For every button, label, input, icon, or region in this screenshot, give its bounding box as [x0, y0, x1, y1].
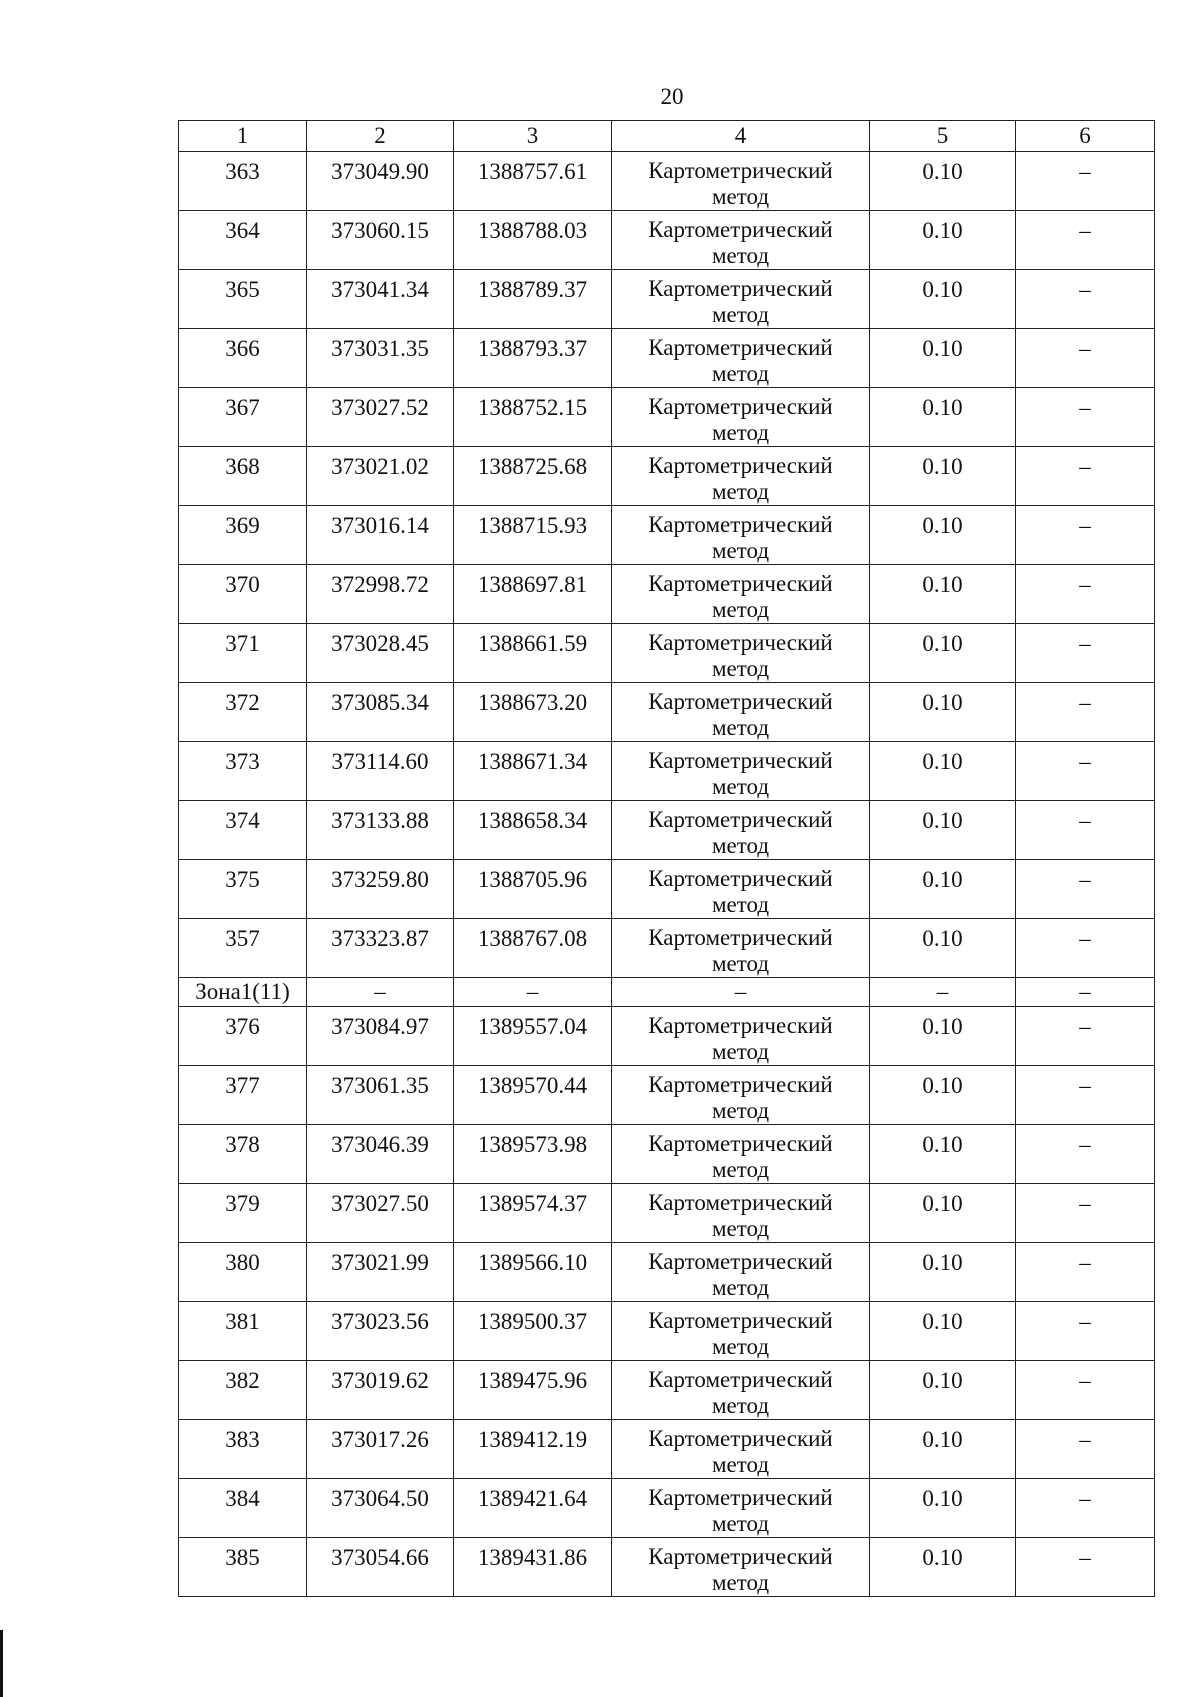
page-number: 20 — [660, 84, 684, 109]
table-row — [179, 1243, 1155, 1302]
x-coordinate-cell: 373259.80 — [307, 860, 454, 919]
point-number-cell: 378 — [179, 1125, 307, 1184]
note-cell: – — [1016, 624, 1155, 683]
method-cell — [612, 801, 870, 860]
method-cell — [612, 1538, 870, 1597]
note-cell: – — [1016, 742, 1155, 801]
method-cell — [612, 211, 870, 270]
note-cell: – — [1016, 447, 1155, 506]
method-cell — [612, 1184, 870, 1243]
note-cell: – — [1016, 1125, 1155, 1184]
table-row — [179, 1184, 1155, 1243]
method-cell — [612, 270, 870, 329]
column-header: 4 — [612, 121, 870, 152]
table-row — [179, 388, 1155, 447]
x-coordinate-cell: 373046.39 — [307, 1125, 454, 1184]
table-row — [179, 211, 1155, 270]
method-text: Картометрический метод — [648, 630, 833, 681]
point-number-cell: 373 — [179, 742, 307, 801]
method-cell — [612, 506, 870, 565]
y-coordinate-cell: 1389557.04 — [454, 1007, 612, 1066]
note-cell: – — [1016, 1066, 1155, 1125]
x-coordinate-cell: 373133.88 — [307, 801, 454, 860]
point-number-cell: 374 — [179, 801, 307, 860]
accuracy-cell: 0.10 — [870, 1302, 1016, 1361]
table-row — [179, 152, 1155, 211]
method-text: Картометрический метод — [648, 925, 833, 976]
x-coordinate-cell: 373064.50 — [307, 1479, 454, 1538]
point-number-cell: Зона1(11) — [179, 978, 307, 1007]
column-header: 5 — [870, 121, 1016, 152]
table-row — [179, 270, 1155, 329]
table-row — [179, 860, 1155, 919]
method-text: Картометрический метод — [648, 158, 833, 209]
y-coordinate-cell: 1388793.37 — [454, 329, 612, 388]
point-number-cell: 385 — [179, 1538, 307, 1597]
x-coordinate-cell: 373016.14 — [307, 506, 454, 565]
accuracy-cell: 0.10 — [870, 801, 1016, 860]
column-header: 6 — [1016, 121, 1155, 152]
table-row — [179, 1066, 1155, 1125]
column-header: 3 — [454, 121, 612, 152]
y-coordinate-cell: 1389412.19 — [454, 1420, 612, 1479]
x-coordinate-cell: 373021.99 — [307, 1243, 454, 1302]
accuracy-cell: 0.10 — [870, 919, 1016, 978]
y-coordinate-cell: 1389573.98 — [454, 1125, 612, 1184]
note-cell: – — [1016, 211, 1155, 270]
y-coordinate-cell: 1389500.37 — [454, 1302, 612, 1361]
accuracy-cell: 0.10 — [870, 624, 1016, 683]
column-header: 2 — [307, 121, 454, 152]
table-row — [179, 565, 1155, 624]
method-text: Картометрический метод — [648, 1249, 833, 1300]
table-row — [179, 683, 1155, 742]
method-cell — [612, 1007, 870, 1066]
point-number-cell: 366 — [179, 329, 307, 388]
point-number-cell: 384 — [179, 1479, 307, 1538]
y-coordinate-cell: – — [454, 978, 612, 1007]
point-number-cell: 380 — [179, 1243, 307, 1302]
y-coordinate-cell: 1388661.59 — [454, 624, 612, 683]
method-text: Картометрический метод — [648, 748, 833, 799]
method-cell — [612, 919, 870, 978]
y-coordinate-cell: 1389570.44 — [454, 1066, 612, 1125]
method-cell — [612, 1302, 870, 1361]
method-text: Картометрический метод — [648, 1544, 833, 1595]
x-coordinate-cell: 373017.26 — [307, 1420, 454, 1479]
note-cell: – — [1016, 1302, 1155, 1361]
method-text: Картометрический метод — [648, 1426, 833, 1477]
x-coordinate-cell: 373027.50 — [307, 1184, 454, 1243]
accuracy-cell: 0.10 — [870, 506, 1016, 565]
point-number-cell: 370 — [179, 565, 307, 624]
y-coordinate-cell: 1388789.37 — [454, 270, 612, 329]
note-cell: – — [1016, 329, 1155, 388]
method-text: Картометрический метод — [648, 1072, 833, 1123]
method-cell — [612, 624, 870, 683]
point-number-cell: 369 — [179, 506, 307, 565]
note-cell: – — [1016, 801, 1155, 860]
note-cell: – — [1016, 683, 1155, 742]
method-cell — [612, 683, 870, 742]
method-text: Картометрический метод — [648, 1308, 833, 1359]
accuracy-cell: 0.10 — [870, 1066, 1016, 1125]
y-coordinate-cell: 1389574.37 — [454, 1184, 612, 1243]
accuracy-cell: 0.10 — [870, 565, 1016, 624]
y-coordinate-cell: 1388697.81 — [454, 565, 612, 624]
accuracy-cell: 0.10 — [870, 1243, 1016, 1302]
accuracy-cell: 0.10 — [870, 1184, 1016, 1243]
point-number-cell: 368 — [179, 447, 307, 506]
accuracy-cell: 0.10 — [870, 447, 1016, 506]
point-number-cell: 382 — [179, 1361, 307, 1420]
table-row — [179, 1302, 1155, 1361]
method-text: Картометрический метод — [648, 453, 833, 504]
y-coordinate-cell: 1388658.34 — [454, 801, 612, 860]
method-cell — [612, 152, 870, 211]
method-text: Картометрический метод — [648, 571, 833, 622]
method-cell — [612, 742, 870, 801]
point-number-cell: 381 — [179, 1302, 307, 1361]
method-cell — [612, 447, 870, 506]
note-cell: – — [1016, 506, 1155, 565]
y-coordinate-cell: 1388725.68 — [454, 447, 612, 506]
method-text: Картометрический метод — [648, 335, 833, 386]
method-cell — [612, 565, 870, 624]
x-coordinate-cell: 372998.72 — [307, 565, 454, 624]
accuracy-cell: 0.10 — [870, 1125, 1016, 1184]
accuracy-cell: 0.10 — [870, 860, 1016, 919]
table-header-row — [179, 121, 1155, 152]
y-coordinate-cell: 1388757.61 — [454, 152, 612, 211]
x-coordinate-cell: 373041.34 — [307, 270, 454, 329]
method-text: Картометрический метод — [648, 1131, 833, 1182]
method-text: Картометрический метод — [648, 1485, 833, 1536]
accuracy-cell: 0.10 — [870, 1479, 1016, 1538]
note-cell: – — [1016, 1361, 1155, 1420]
y-coordinate-cell: 1388671.34 — [454, 742, 612, 801]
note-cell: – — [1016, 919, 1155, 978]
point-number-cell: 363 — [179, 152, 307, 211]
y-coordinate-cell: 1389566.10 — [454, 1243, 612, 1302]
method-cell — [612, 1361, 870, 1420]
method-cell — [612, 1243, 870, 1302]
point-number-cell: 371 — [179, 624, 307, 683]
note-cell: – — [1016, 565, 1155, 624]
table-body — [179, 152, 1155, 1597]
y-coordinate-cell: 1389431.86 — [454, 1538, 612, 1597]
y-coordinate-cell: 1388767.08 — [454, 919, 612, 978]
method-cell — [612, 860, 870, 919]
accuracy-cell: 0.10 — [870, 1007, 1016, 1066]
accuracy-cell: 0.10 — [870, 152, 1016, 211]
x-coordinate-cell: 373019.62 — [307, 1361, 454, 1420]
x-coordinate-cell: 373114.60 — [307, 742, 454, 801]
table-row — [179, 1007, 1155, 1066]
note-cell: – — [1016, 978, 1155, 1007]
method-text: Картометрический метод — [648, 689, 833, 740]
x-coordinate-cell: 373084.97 — [307, 1007, 454, 1066]
table-row — [179, 506, 1155, 565]
point-number-cell: 364 — [179, 211, 307, 270]
table-row — [179, 801, 1155, 860]
accuracy-cell: 0.10 — [870, 211, 1016, 270]
method-cell: – — [612, 978, 870, 1007]
method-text: Картометрический метод — [648, 217, 833, 268]
note-cell: – — [1016, 1479, 1155, 1538]
accuracy-cell: 0.10 — [870, 1361, 1016, 1420]
coordinates-table — [178, 120, 1155, 1597]
y-coordinate-cell: 1389421.64 — [454, 1479, 612, 1538]
table-row — [179, 624, 1155, 683]
point-number-cell: 372 — [179, 683, 307, 742]
x-coordinate-cell: 373085.34 — [307, 683, 454, 742]
note-cell: – — [1016, 1420, 1155, 1479]
x-coordinate-cell: 373027.52 — [307, 388, 454, 447]
x-coordinate-cell: 373323.87 — [307, 919, 454, 978]
note-cell: – — [1016, 1538, 1155, 1597]
accuracy-cell: 0.10 — [870, 1538, 1016, 1597]
y-coordinate-cell: 1388752.15 — [454, 388, 612, 447]
point-number-cell: 376 — [179, 1007, 307, 1066]
note-cell: – — [1016, 1184, 1155, 1243]
method-text: Картометрический метод — [648, 1367, 833, 1418]
x-coordinate-cell: 373028.45 — [307, 624, 454, 683]
y-coordinate-cell: 1388788.03 — [454, 211, 612, 270]
accuracy-cell: 0.10 — [870, 683, 1016, 742]
y-coordinate-cell: 1388673.20 — [454, 683, 612, 742]
table-row — [179, 329, 1155, 388]
zone-row — [179, 978, 1155, 1007]
table-row — [179, 1361, 1155, 1420]
x-coordinate-cell: 373061.35 — [307, 1066, 454, 1125]
method-text: Картометрический метод — [648, 1013, 833, 1064]
method-text: Картометрический метод — [648, 1190, 833, 1241]
table-row — [179, 1479, 1155, 1538]
x-coordinate-cell: 373023.56 — [307, 1302, 454, 1361]
x-coordinate-cell: 373049.90 — [307, 152, 454, 211]
note-cell: – — [1016, 1007, 1155, 1066]
note-cell: – — [1016, 1243, 1155, 1302]
point-number-cell: 367 — [179, 388, 307, 447]
table-row — [179, 742, 1155, 801]
point-number-cell: 383 — [179, 1420, 307, 1479]
y-coordinate-cell: 1388705.96 — [454, 860, 612, 919]
x-coordinate-cell: 373021.02 — [307, 447, 454, 506]
method-text: Картометрический метод — [648, 394, 833, 445]
table-row — [179, 1538, 1155, 1597]
method-cell — [612, 1420, 870, 1479]
point-number-cell: 357 — [179, 919, 307, 978]
table-row — [179, 919, 1155, 978]
y-coordinate-cell: 1388715.93 — [454, 506, 612, 565]
point-number-cell: 375 — [179, 860, 307, 919]
y-coordinate-cell: 1389475.96 — [454, 1361, 612, 1420]
x-coordinate-cell: – — [307, 978, 454, 1007]
method-text: Картометрический метод — [648, 866, 833, 917]
method-cell — [612, 388, 870, 447]
method-text: Картометрический метод — [648, 276, 833, 327]
x-coordinate-cell: 373054.66 — [307, 1538, 454, 1597]
scan-edge-mark — [0, 1630, 3, 1697]
note-cell: – — [1016, 152, 1155, 211]
point-number-cell: 379 — [179, 1184, 307, 1243]
method-cell — [612, 1125, 870, 1184]
method-cell — [612, 1066, 870, 1125]
accuracy-cell: 0.10 — [870, 270, 1016, 329]
column-header: 1 — [179, 121, 307, 152]
method-cell — [612, 329, 870, 388]
x-coordinate-cell: 373031.35 — [307, 329, 454, 388]
method-cell — [612, 1479, 870, 1538]
x-coordinate-cell: 373060.15 — [307, 211, 454, 270]
accuracy-cell: 0.10 — [870, 329, 1016, 388]
point-number-cell: 365 — [179, 270, 307, 329]
accuracy-cell: 0.10 — [870, 388, 1016, 447]
accuracy-cell: 0.10 — [870, 742, 1016, 801]
method-text: Картометрический метод — [648, 512, 833, 563]
accuracy-cell: – — [870, 978, 1016, 1007]
method-text: Картометрический метод — [648, 807, 833, 858]
table-row — [179, 1125, 1155, 1184]
note-cell: – — [1016, 388, 1155, 447]
table-row — [179, 1420, 1155, 1479]
table-row — [179, 447, 1155, 506]
accuracy-cell: 0.10 — [870, 1420, 1016, 1479]
note-cell: – — [1016, 270, 1155, 329]
note-cell: – — [1016, 860, 1155, 919]
point-number-cell: 377 — [179, 1066, 307, 1125]
